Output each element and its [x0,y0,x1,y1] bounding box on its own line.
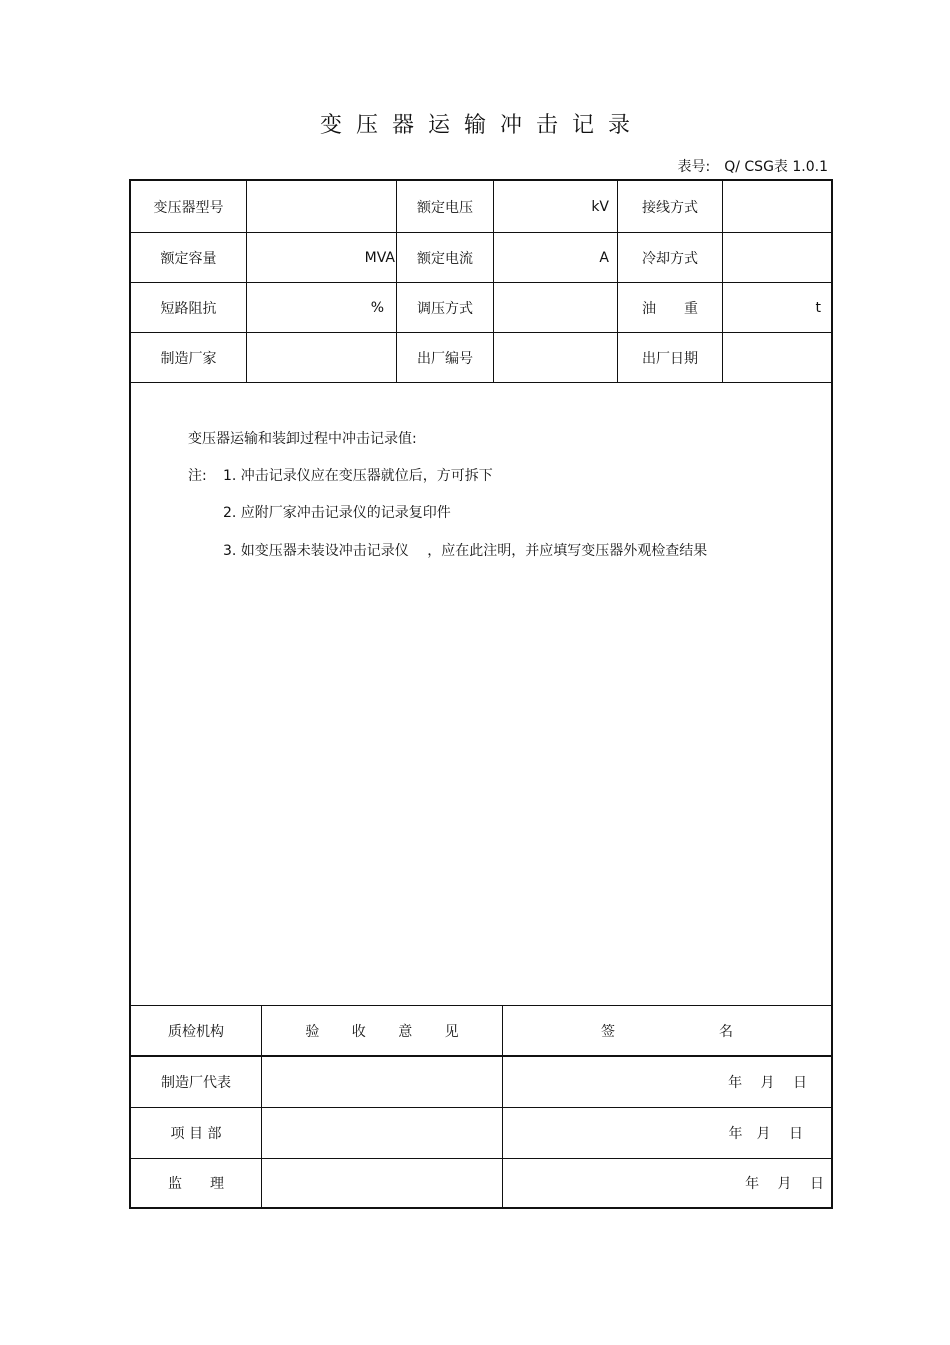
manufacturer-field[interactable] [247,333,396,382]
sign-header: 签 [601,1023,615,1040]
manufacturer-rep-label: 制造厂代表 [161,1075,231,1091]
form-number-value: Q/ CSG表 1.0.1 [724,159,828,175]
rated-capacity-field[interactable] [247,233,396,282]
note-item: 1. 冲击记录仪应在变压器就位后，方可拆下 [223,468,493,484]
impedance-unit: % [370,299,384,316]
manufacture-date-label: 出厂日期 [642,350,698,367]
record-form [129,179,833,1209]
manufacturer-rep-date[interactable]: 年 月 日 [728,1075,807,1091]
serial-number-field[interactable] [494,333,617,382]
cooling-label: 冷却方式 [642,250,698,267]
manufacturer-label: 制造厂家 [160,350,217,367]
record-heading: 变压器运输和装卸过程中冲击记录值: [188,431,417,447]
regulation-field[interactable] [494,283,617,332]
org-header: 质检机构 [168,1023,224,1040]
rated-capacity-label: 额定容量 [160,250,217,267]
cooling-field[interactable] [723,233,831,282]
supervisor-date[interactable]: 年 月 日 [745,1176,824,1192]
rated-voltage-unit: kV [591,198,609,215]
note-item: 3. 如变压器未装设冲击记录仪 ，应在此注明，并应填写变压器外观检查结果 [223,543,708,559]
oil-weight-unit: t [815,299,821,316]
connection-field[interactable] [723,181,831,232]
form-number-label: 表号: [677,159,711,175]
manufacturer-rep-opinion-field[interactable] [262,1057,502,1107]
supervisor-label: 监 理 [168,1176,224,1192]
rated-capacity-unit: MVA [364,249,395,266]
project-dept-label: 项 目 部 [170,1126,222,1142]
oil-weight-field[interactable] [723,283,831,332]
rated-current-unit: A [599,249,609,266]
regulation-label: 调压方式 [417,300,473,317]
model-label: 变压器型号 [153,199,224,216]
impedance-label: 短路阻抗 [160,300,217,317]
form-number [678,156,829,176]
page-title: 变压器运输冲击记录 [319,113,644,138]
rated-voltage-field[interactable] [494,181,617,232]
project-dept-date[interactable]: 年 月 日 [728,1126,803,1142]
connection-label: 接线方式 [642,199,698,216]
rated-current-label: 额定电流 [417,250,473,267]
note-prefix: 注: [188,468,207,484]
opinion-header: 验 收 意 见 [305,1023,473,1040]
oil-weight-label: 油 重 [642,300,698,317]
project-dept-opinion-field[interactable] [262,1108,502,1158]
model-field[interactable] [247,181,396,232]
note-item: 2. 应附厂家冲击记录仪的记录复印件 [223,505,451,521]
serial-number-label: 出厂编号 [417,350,473,367]
supervisor-opinion-field[interactable] [262,1159,502,1207]
impedance-field[interactable] [247,283,396,332]
manufacture-date-field[interactable] [723,333,831,382]
name-header: 名 [719,1023,733,1040]
rated-current-field[interactable] [494,233,617,282]
record-section[interactable] [131,383,831,1005]
rated-voltage-label: 额定电压 [417,199,473,216]
